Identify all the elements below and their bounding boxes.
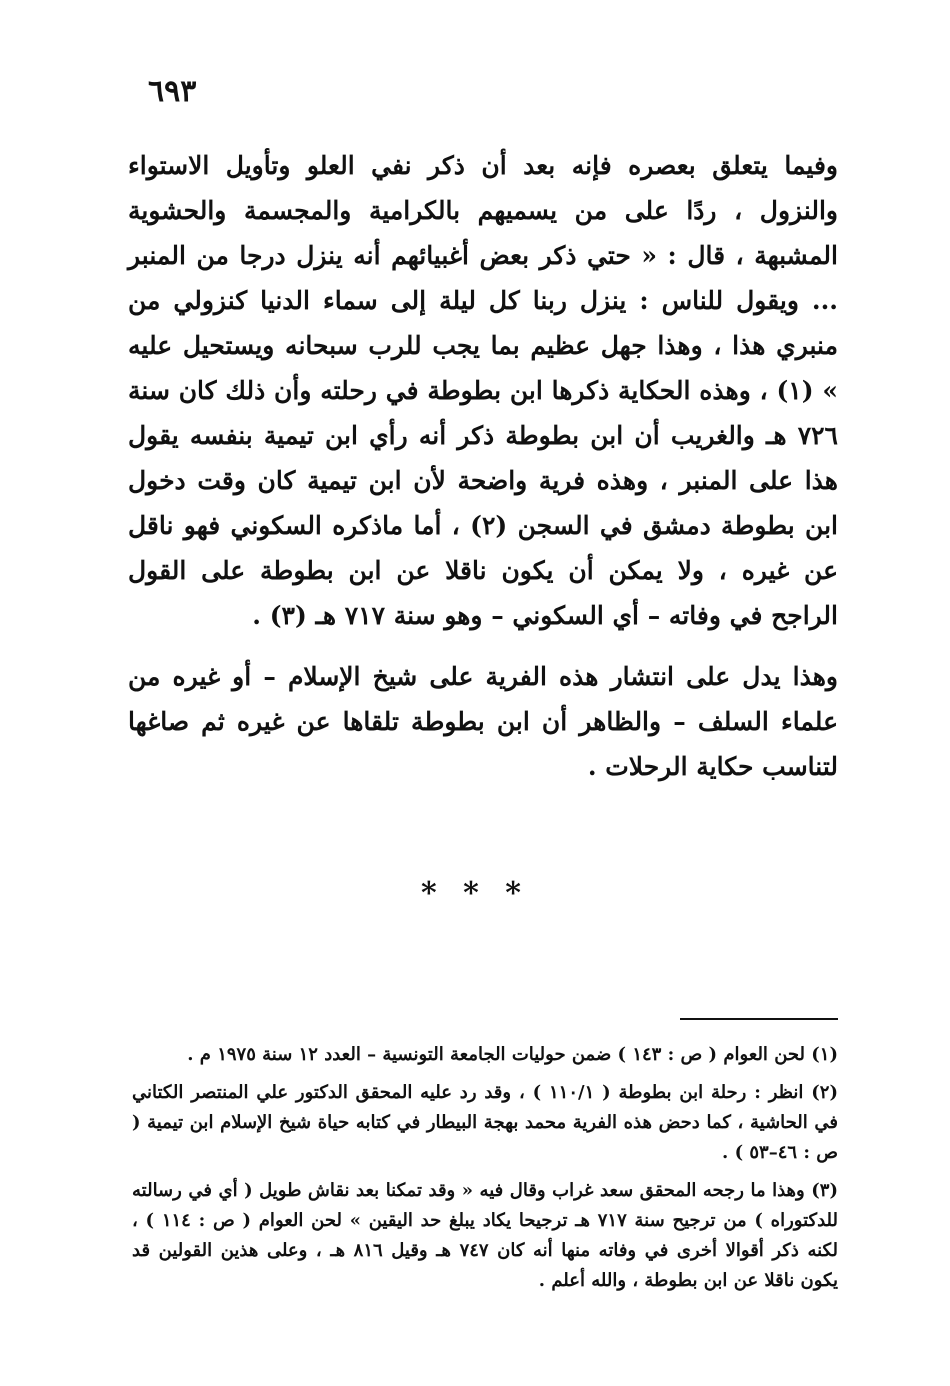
footnote-3: (٣) وهذا ما رجحه المحقق سعد غراب وقال فيه « وقد تمكنا بعد نقاش طويل ( أي في رسالته للدكتوراه ) من ترجيح سنة ٧١٧ هـ ترجيحا يكاد يبلغ حد اليقين » لحن العوام ( ص : ١١٤ ) ، لكنه ذكر أقوالا أخرى في وفاته منها أنه كان ٧٤٧ هـ وقيل ٨١٦ هـ ، وعلى هذين القولين قد يكون ناقلا عن ابن بطوطة ، والله أعلم . <box>132 1180 839 1291</box>
paragraph-1: وفيما يتعلق بعصره فإنه بعد أن ذكر نفي العلو وتأويل الاستواء والنزول ، ردًا على من يسميهم بالكرامية والمجسمة والحشوية المشبهة ، قال : « حتي ذكر بعض أغبيائهم أنه ينزل درجا من المنبر ... ويقول للناس : ينزل ربنا كل ليلة إلى سماء الدنيا كنزولي من منبري هذا ، وهذا جهل عظيم بما يجب للرب سبحانه ويستحيل عليه » (١) ، وهذه الحكاية ذكرها ابن بطوطة في رحلته وأن ذلك كان سنة ٧٢٦ هـ والغريب أن ابن بطوطة ذكر أنه رأي ابن تيمية بنفسه يقول هذا على المنبر ، وهذه فرية واضحة لأن ابن تيمية كان وقت دخول ابن بطوطة دمشق في السجن (٢) ، أما ماذكره السكوني فهو ناقل عن غيره ، ولا يمكن أن يكون ناقلا عن ابن بطوطة على القول الراجح في وفاته – أي السكوني – وهو سنة ٧١٧ هـ (٣) . <box>128 151 838 630</box>
footnotes <box>132 1040 838 1304</box>
footnote-divider <box>680 1018 838 1020</box>
footnote-1: (١) لحن العوام ( ص : ١٤٣ ) ضمن حوليات الجامعة التونسية – العدد ١٢ سنة ١٩٧٥ م . <box>187 1044 838 1065</box>
page-number: ٦٩٣ <box>148 74 197 109</box>
paragraph-2: وهذا يدل على انتشار هذه الفرية على شيخ الإسلام – أو غيره من علماء السلف – والظاهر أن ابن بطوطة تلقاها عن غيره ثم صاغها لتناسب حكاية الرحلات . <box>128 662 838 781</box>
main-text <box>128 143 838 789</box>
footnote-2: (٢) انظر : رحلة ابن بطوطة ( ١١٠/١ ) ، وقد رد عليه المحقق الدكتور علي المنتصر الكتاني في الحاشية ، كما دحض هذه الفرية محمد بهجة البيطار في كتابه حياة شيخ الإسلام ابن تيمية ( ص : ٤٦–٥٣ ) . <box>132 1082 838 1163</box>
section-separator: * * * <box>421 876 529 911</box>
